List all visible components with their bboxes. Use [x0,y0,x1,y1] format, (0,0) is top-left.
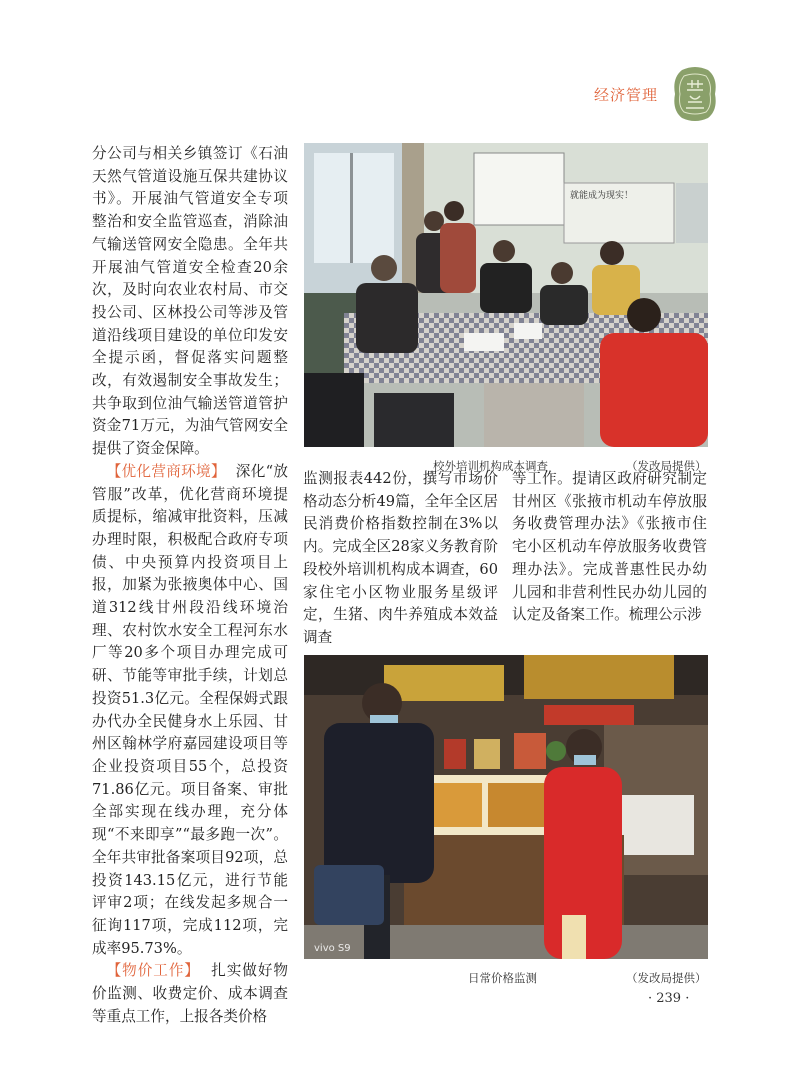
right-column [512,468,707,627]
photo2-caption: 日常价格监测 [468,971,537,985]
price-work-text: 扎实做好物价监测、收费定价、成本调查等重点工作，上报各类价格 [92,962,288,1025]
middle-column-text: 监测报表442份，撰写市场价格动态分析49篇，全年全区居民消费价格指数控制在3%以内。完成全区28家义务教育阶段校外培训机构成本调查，60家住宅小区物业服务星级评定，生猪、肉牛养殖成本效益调查 [303,470,498,646]
paragraph-price-work [92,960,288,1028]
page-number: · 239 · [648,991,690,1006]
jade-seal-icon [672,66,718,122]
middle-column [303,468,498,650]
photo1-caption: 校外培训机构成本调查 [433,459,548,473]
heading-price-work: 【物价工作】 [106,962,200,980]
photo1-credit: （发改局提供） [626,459,707,473]
photo-daily-price-monitoring [304,655,708,959]
phone-watermark: vivo S9 [314,943,351,954]
right-column-text: 等工作。提请区政府研究制定甘州区《张掖市机动车停放服务收费管理办法》《张掖市住宅小区机动车停放服务收费管理办法》。完成普惠性民办幼儿园和非营利性民办幼儿园的认定及备案工作。梳理公示涉 [512,470,707,624]
paragraph-pipeline: 分公司与相关乡镇签订《石油天然气管道设施互保共建协议书》。开展油气管道安全专项整治和安全监管巡查，消除油气输送管网安全隐患。全年共开展油气管道安全检查20余次，及时向农业农村局、市交投公司、区林投公司等涉及管道沿线项目建设的单位印发安全提示函，督促落实问题整改，有效遏制安全事故发生；共争取到位油气输送管道管护资金71万元，为油气管网安全提供了资金保障。 [92,145,288,458]
photo2-credit: （发改局提供） [626,971,707,985]
market-illustration [304,655,708,959]
board-slogan: 就能成为现实！ [570,191,634,201]
photo-training-cost-survey [304,143,708,447]
paragraph-business-environment [92,461,288,960]
meeting-room-illustration [304,143,708,447]
heading-business-environment: 【优化营商环境】 [106,462,226,480]
business-environment-text: 深化“放管服”改革，优化营商环境提质提标，缩减审批资料，压减办理时限，积极配合政府专项债、中央预算内投资项目上报，加紧为张掖奥体中心、国道312线甘州段沿线环境治理、农村饮水安全工程河东水厂等20多个项目办理完成可研、节能等审批手续，计划总投资51.3亿元。全程保姆式跟办代办全民健身水上乐园、甘州区翰林学府嘉园建设项目等企业投资项目55个，总投资71.86亿元。项目备案、审批全部实现在线办理，充分体现“不来即享”“最多跑一次”。全年共审批备案项目92项，总投资143.15亿元，进行节能评审2项；在线发起多规合一征询117项，完成112项，完成率95.73%。 [92,462,288,957]
section-title: 经济管理 [594,86,659,104]
left-column [92,143,288,1028]
